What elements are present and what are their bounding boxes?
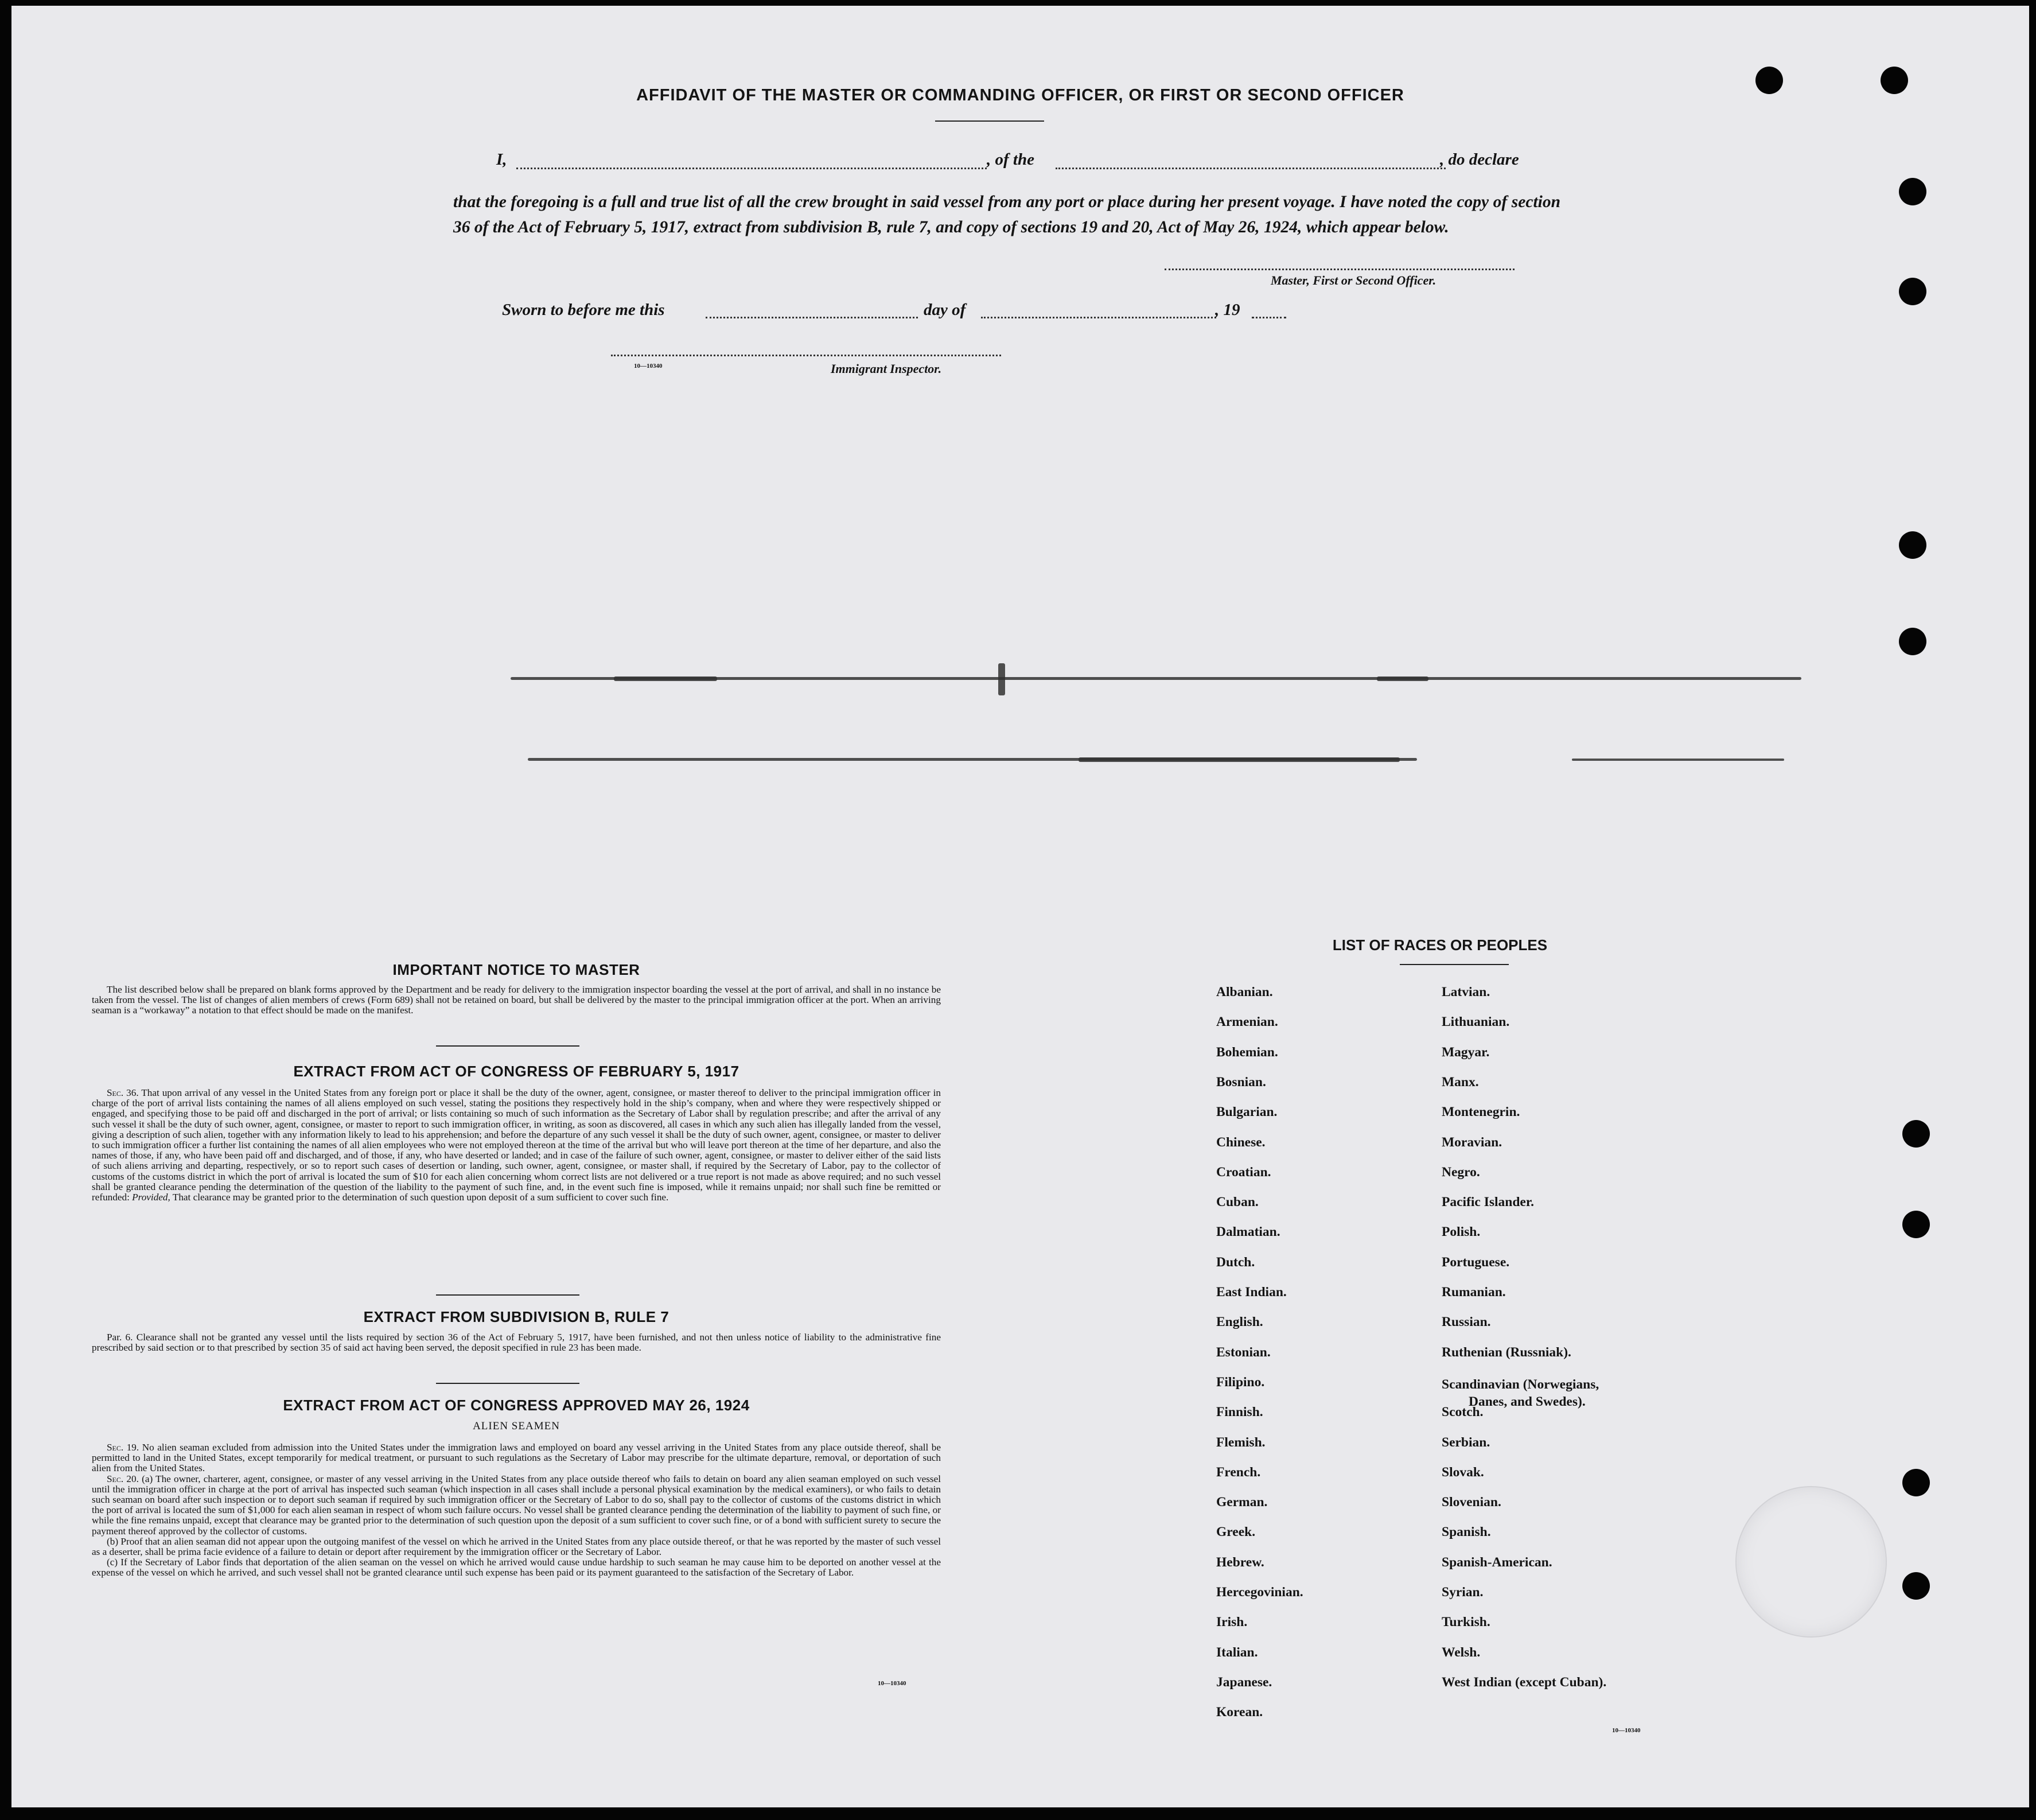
race-item: Slovenian. — [1442, 1495, 1501, 1510]
race-item: Pacific Islander. — [1442, 1195, 1535, 1210]
race-item: German. — [1216, 1495, 1268, 1510]
sec-19-paragraph — [92, 1442, 941, 1474]
race-item: Bohemian. — [1216, 1045, 1278, 1060]
affidavit-text: that the foregoing is a full and true list of all the crew brought in said vessel from any port or place during her present voyage. I have noted the copy of section 36 of the Act of February 5, 1917, extract from subdivision B, rule 7, and copy of sections 19 and 20, Act of May 26, 1924, which appear below. — [453, 193, 1560, 236]
sworn-year-field[interactable] — [1252, 317, 1286, 318]
race-item: Finnish. — [1216, 1405, 1263, 1420]
extract-1924-text — [92, 1442, 941, 1578]
race-item: Cuban. — [1216, 1195, 1259, 1210]
sec-19-label: Sec. 19. — [107, 1442, 139, 1453]
year-label: , 19 — [1215, 301, 1240, 319]
bleed-through-line — [1377, 676, 1428, 681]
proviso-text: That clearance may be granted prior to the determination of such question upon deposit of a sum sufficient to cover such fine. — [172, 1192, 669, 1203]
race-item: Dutch. — [1216, 1255, 1255, 1270]
race-item: Bosnian. — [1216, 1075, 1266, 1090]
race-item: Welsh. — [1442, 1645, 1481, 1660]
race-item: Rumanian. — [1442, 1285, 1506, 1300]
race-item: Albanian. — [1216, 985, 1273, 1000]
sec-20a-paragraph — [92, 1474, 941, 1537]
race-item: Italian. — [1216, 1645, 1258, 1660]
race-item: Bulgarian. — [1216, 1105, 1278, 1119]
i-label: I, — [496, 150, 507, 169]
race-item: English. — [1216, 1315, 1263, 1329]
proviso-label: Provided, — [132, 1192, 170, 1203]
race-item: Hercegovinian. — [1216, 1585, 1303, 1600]
race-item: Estonian. — [1216, 1345, 1271, 1360]
sec-36-label: Sec. 36. — [107, 1087, 139, 1098]
race-item: Japanese. — [1216, 1675, 1272, 1690]
punch-hole — [1899, 531, 1926, 559]
name-field[interactable] — [516, 168, 987, 169]
race-item: Flemish. — [1216, 1435, 1266, 1450]
notice-title: IMPORTANT NOTICE TO MASTER — [392, 961, 640, 978]
race-item: East Indian. — [1216, 1285, 1287, 1300]
form-number: 10—10340 — [1612, 1727, 1641, 1734]
embossed-seal — [1735, 1486, 1887, 1638]
subdivision-b-title: EXTRACT FROM SUBDIVISION B, RULE 7 — [363, 1308, 669, 1325]
do-declare-label: , do declare — [1440, 150, 1519, 169]
section-rule — [436, 1045, 579, 1047]
inspector-signature-line[interactable] — [611, 355, 1001, 356]
race-item: Armenian. — [1216, 1014, 1278, 1029]
punch-hole — [1899, 278, 1926, 305]
race-item: Danes, and Swedes). — [1469, 1394, 1586, 1409]
extract-1917-title: EXTRACT FROM ACT OF CONGRESS OF FEBRUARY 5, 1917 — [293, 1063, 739, 1080]
affidavit-title: AFFIDAVIT OF THE MASTER OR COMMANDING OFFICER, OR FIRST OR SECOND OFFICER — [636, 86, 1404, 104]
bleed-through-line — [1572, 759, 1784, 761]
sec-20c-paragraph: (c) If the Secretary of Labor finds that deportation of the alien seaman on the vessel on which he arrived would cause undue hardship to such seaman he may cause him to be deported on another vessel at the expense of the vessel on which he arrived, and such vessel shall not be granted clearance until such expense has been paid or its payment guaranteed to the satisfaction of the Secretary of Labor. — [92, 1557, 941, 1578]
section-36-paragraph — [92, 1088, 941, 1203]
day-of-label: day of — [924, 301, 966, 319]
race-item: Russian. — [1442, 1315, 1491, 1329]
race-item: Manx. — [1442, 1075, 1479, 1090]
punch-hole — [1902, 1120, 1930, 1148]
race-item: Negro. — [1442, 1165, 1480, 1180]
sworn-month-field[interactable] — [981, 317, 1216, 318]
sec-20a-text: (a) The owner, charterer, agent, consignee, or master of any vessel arriving in the United States from any place outside thereof who fails to detain on board any alien seaman employed on such vessel until the immigration officer in charge at the port of arrival has inspected such seaman (which inspection in all cases shall include a personal physical examination by the medical examiners), or who fails to detain such seaman on board after such inspection or to deport such seaman if required by such immigration officer or the Secretary of Labor to do so, shall pay to the collector of customs of the customs district in which the port of arrival is located the sum of $1,000 for each alien seaman in respect of whom such failure occurs. No vessel shall be granted clearance pending the determination of the liability to payment of such fine, or while the fine remains unpaid, except that clearance may be granted prior to the determination of such question upon the deposit of a sum sufficient to cover such fine, or of a bond with sufficient surety to secure the payment thereof approved by the collector of customs. — [92, 1473, 941, 1537]
extract-1924-title: EXTRACT FROM ACT OF CONGRESS APPROVED MAY 26, 1924 — [283, 1397, 750, 1414]
race-item: Syrian. — [1442, 1585, 1484, 1600]
section-rule — [436, 1294, 579, 1296]
document-page — [11, 6, 2029, 1807]
bleed-through-line — [614, 676, 717, 681]
sworn-label: Sworn to before me this — [502, 301, 665, 319]
punch-hole — [1902, 1572, 1930, 1600]
race-item: Moravian. — [1442, 1135, 1502, 1150]
race-item: Hebrew. — [1216, 1555, 1264, 1570]
race-item: Scotch. — [1442, 1405, 1484, 1420]
punch-hole — [1902, 1469, 1930, 1496]
race-item: Dalmatian. — [1216, 1224, 1280, 1239]
bleed-through-line — [998, 663, 1005, 695]
title-rule — [935, 120, 1044, 122]
punch-hole — [1902, 1211, 1930, 1238]
race-item: Montenegrin. — [1442, 1105, 1520, 1119]
form-number: 10—10340 — [878, 1680, 906, 1687]
section-rule — [436, 1383, 579, 1384]
race-item: Korean. — [1216, 1705, 1263, 1720]
title-rule — [1400, 964, 1509, 965]
notice-text — [92, 985, 941, 1016]
vessel-field[interactable] — [1056, 168, 1446, 169]
race-item: Lithuanian. — [1442, 1014, 1510, 1029]
officer-signature-line[interactable] — [1165, 269, 1515, 270]
sworn-day-field[interactable] — [706, 317, 918, 318]
form-number: 10—10340 — [634, 363, 663, 370]
subdivision-b-text — [92, 1332, 941, 1353]
race-item: Magyar. — [1442, 1045, 1490, 1060]
sec-19-text: No alien seaman excluded from admission into the United States under the immigration laws and employed on board any vessel arriving in the United States from any place outside thereof, shall be permitted to land in the United States, except temporarily for medical treatment, or pursuant to such regulations as the Secretary of Labor may prescribe for the ultimate departure, removal, or deportation of such alien from the United States. — [92, 1442, 941, 1474]
sec-36-text: That upon arrival of any vessel in the United States from any foreign port or place it shall be the duty of the owner, agent, consignee, or master thereof to deliver to the principal immigration officer in charge of the port of arrival lists containing the names of all aliens employed on such vessel, stating the positions they respectively hold in the ship’s company, when and where they were respectively shipped or engaged, and specifying those to be paid off and discharged in the port of arrival; or lists containing so much of such information as the Secretary of Labor shall by regulation prescribe; and after the arrival of any such vessel it shall be the duty of such owner, agent, consignee, or master to report to such immigration officer, in writing, as soon as discovered, all cases in which any such alien has illegally landed from the vessel, giving a description of such alien, together with any information likely to lead to his apprehension; and before the departure of any such vessel it shall be the duty of such owner, agent, consignee, or master to deliver to such immigration officer a further list containing the names of all alien employees who were not employed thereon at the time of the arrival but who will leave port thereon at the time of her departure, and also the names of those, if any, who have been paid off and discharged, and of those, if any, who have deserted or landed; and in case of the failure of such owner, agent, consignee, or master to deliver either of the said lists of such aliens arriving and departing, respectively, or so to report such cases of desertion or landing, such owner, agent, consignee, or master shall, if required by the Secretary of Labor, pay to the collector of customs of the customs district in which the port of arrival is located the sum of $10 for each alien concerning whom correct lists are not delivered or a true report is not made as above required; and no such vessel shall be granted clearance pending the determination of the question of the liability to the payment of such fine, and, in the event such fine is imposed, while it remains unpaid; nor shall such fine be remitted or refunded: — [92, 1087, 941, 1203]
race-item: Croatian. — [1216, 1165, 1271, 1180]
race-item: Portuguese. — [1442, 1255, 1510, 1270]
punch-hole — [1899, 628, 1926, 655]
sec-20b-paragraph: (b) Proof that an alien seaman did not appear upon the outgoing manifest of the vessel on which he arrived in the United States from any place outside thereof, or that he was reported by the master of such vessel as a deserter, shall be prima facie evidence of a failure to detain or deport after requirement by the immigration officer or the Secretary of Labor. — [92, 1535, 941, 1558]
race-item: West Indian (except Cuban). — [1442, 1675, 1607, 1690]
race-item: Spanish. — [1442, 1525, 1491, 1539]
of-the-label: , of the — [987, 150, 1034, 169]
race-item: Irish. — [1216, 1615, 1248, 1630]
punch-hole — [1899, 178, 1926, 205]
race-item: Turkish. — [1442, 1615, 1490, 1630]
sec-20-label: Sec. 20. — [107, 1473, 139, 1484]
alien-seamen-subtitle: ALIEN SEAMEN — [473, 1420, 560, 1432]
race-item: Filipino. — [1216, 1375, 1265, 1390]
race-item: Spanish-American. — [1442, 1555, 1552, 1570]
races-title: LIST OF RACES OR PEOPLES — [1332, 936, 1548, 954]
par-6-paragraph: Par. 6. Clearance shall not be granted any vessel until the lists required by section 36 of the Act of February 5, 1917, have been furnished, and not then unless notice of liability to the administrative fine prescribed by said section or to that prescribed by section 35 of said act having been served, the deposit specified in rule 23 has been made. — [92, 1332, 941, 1354]
race-item: French. — [1216, 1465, 1261, 1480]
race-item: Scandinavian (Norwegians, — [1442, 1377, 1599, 1392]
race-item: Serbian. — [1442, 1435, 1490, 1450]
race-item: Greek. — [1216, 1525, 1256, 1539]
race-item: Ruthenian (Russniak). — [1442, 1345, 1571, 1360]
race-item: Slovak. — [1442, 1465, 1484, 1480]
race-item: Latvian. — [1442, 985, 1490, 1000]
inspector-caption: Immigrant Inspector. — [831, 361, 942, 376]
notice-paragraph: The list described below shall be prepared on blank forms approved by the Department and be ready for delivery to the immigration inspector boarding the vessel at the port of arrival, and shall in no instance be taken from the vessel. The list of changes of alien members of crews (Form 689) shall not be retained on board, but shall be delivered by the master to the principal immigration officer at the port. When an arriving seaman is a “workaway” a notation to that effect should be made on the manifest. — [92, 984, 941, 1016]
extract-1917-text — [92, 1088, 941, 1203]
race-item: Polish. — [1442, 1224, 1481, 1239]
bleed-through-line — [1079, 757, 1400, 762]
officer-caption: Master, First or Second Officer. — [1271, 273, 1437, 287]
race-item: Chinese. — [1216, 1135, 1266, 1150]
